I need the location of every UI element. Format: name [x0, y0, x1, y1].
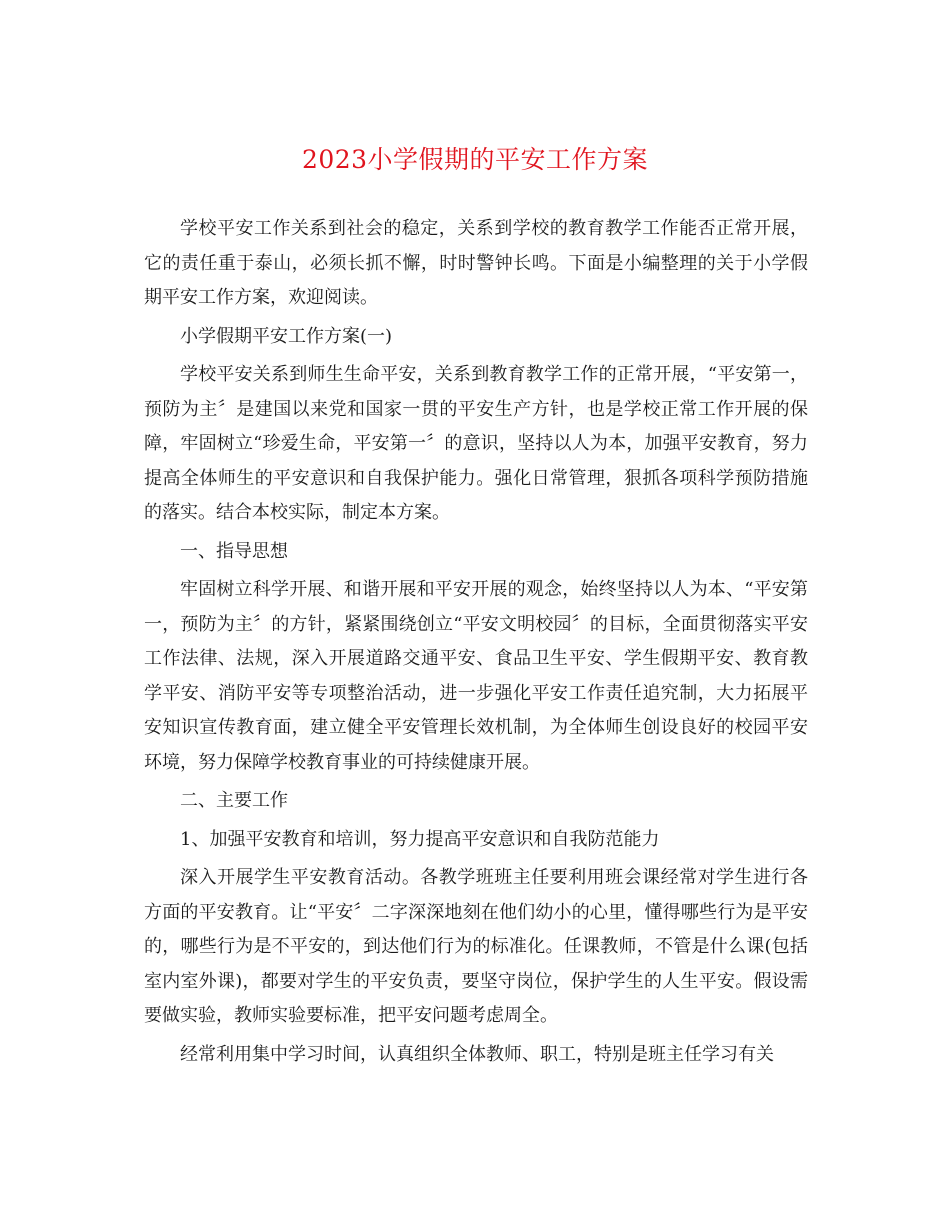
- paragraph-teacher-training: 经常利用集中学习时间，认真组织全体教师、职工，特别是班主任学习有关: [180, 1043, 774, 1065]
- paragraph-student-education: 深入开展学生平安教育活动。各教学班班主任要利用班会课经常对学生进行各方面的平安教育。让“平安〞二字深深地刻在他们幼小的心里，懂得哪些行为是平安的，哪些行为是不平安的，到达他们行为的标准化。任课教师，不管是什么课(包括室内室外课)，都要对学生的平安负责，要坚守岗位，保护学生的人生平安。假设需要做实验，教师实验要标准，把平安问题考虑周全。: [144, 867, 808, 1026]
- paragraph-overview: 学校平安关系到师生生命平安，关系到教育教学工作的正常开展，“平安第一，预防为主〞是建国以来党和国家一贯的平安生产方针，也是学校正常工作开展的保障，牢固树立“珍爱生命，平安第一〞的意识，坚持以人为本，加强平安教育，努力提高全体师生的平安意识和自我保护能力。强化日常管理，狠抓各项科学预防措施的落实。结合本校实际，制定本方案。: [144, 364, 808, 523]
- document-body: [144, 212, 808, 1076]
- paragraph-guiding-ideology: 牢固树立科学开展、和谐开展和平安开展的观念，始终坚持以人为本、“平安第一，预防为主〞的方针，紧紧围绕创立“平安文明校园〞的目标，全面贯彻落实平安工作法律、法规，深入开展道路交通平安、食品卫生平安、学生假期平安、教育教学平安、消防平安等专项整治活动，进一步强化平安工作责任追究制，大力拓展平安知识宣传教育面，建立健全平安管理长效机制，为全体师生创设良好的校园平安环境，努力保障学校教育事业的可持续健康开展。: [144, 579, 808, 773]
- section-heading-main-work: 二、主要工作: [180, 790, 288, 811]
- document-title: 2023小学假期的平安工作方案: [301, 145, 649, 174]
- paragraph-intro: 学校平安工作关系到社会的稳定，关系到学校的教育教学工作能否正常开展，它的责任重于泰山，必须长抓不懈，时时警钟长鸣。下面是小编整理的关于小学假期平安工作方案，欢迎阅读。: [144, 218, 808, 308]
- section-heading-plan-one: 小学假期平安工作方案(一): [180, 325, 393, 347]
- section-heading-guiding-ideology: 一、指导思想: [180, 540, 288, 562]
- subheading-safety-education: 1、加强平安教育和培训，努力提高平安意识和自我防范能力: [180, 828, 660, 850]
